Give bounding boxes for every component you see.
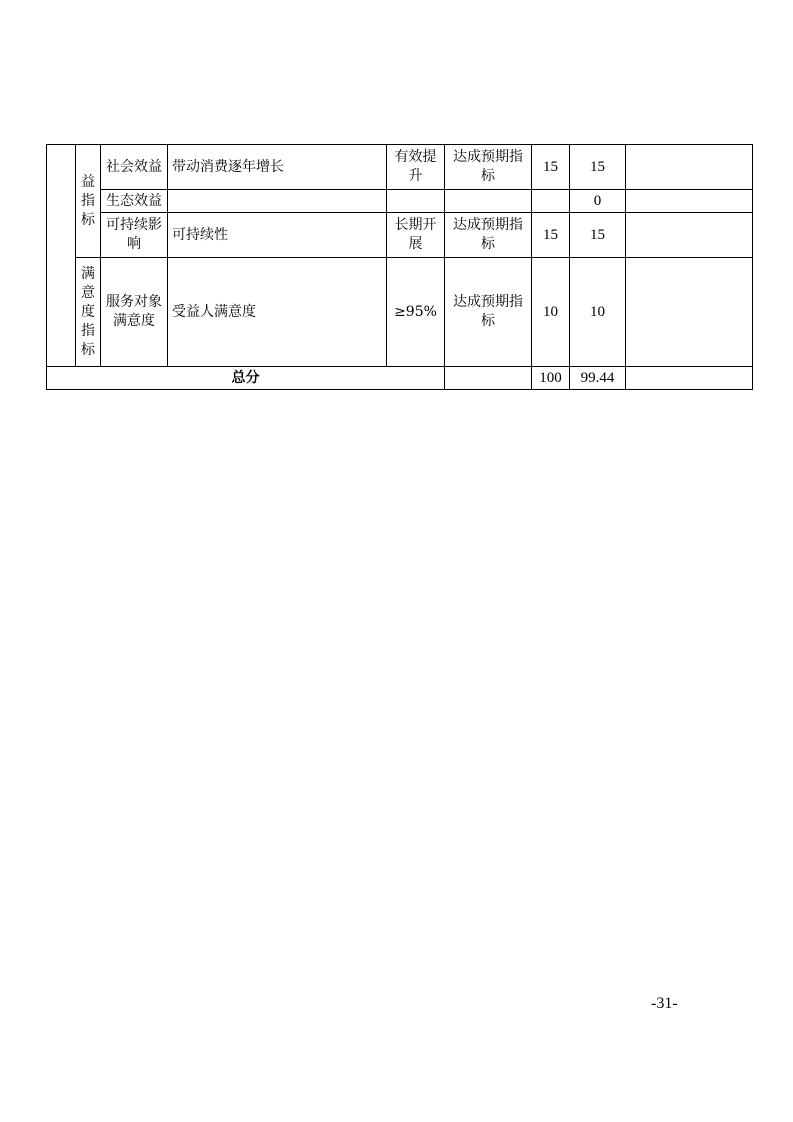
level3-cell: 可持续影 响 — [101, 213, 168, 258]
level2-text: 益 指 标 — [81, 173, 95, 228]
total-actual-cell — [445, 367, 532, 390]
level3-cell: 服务对象 满意度 — [101, 258, 168, 367]
score-cell: 0 — [570, 190, 626, 213]
actual-cell: 达成预期指 标 — [445, 258, 532, 367]
weight-cell: 15 — [532, 145, 570, 190]
weight-cell: 10 — [532, 258, 570, 367]
total-weight: 100 — [532, 367, 570, 390]
weight-cell: 15 — [532, 213, 570, 258]
table-row — [47, 258, 753, 367]
score-cell: 10 — [570, 258, 626, 367]
score-cell: 15 — [570, 213, 626, 258]
indicator-cell — [168, 190, 387, 213]
weight-cell — [532, 190, 570, 213]
actual-cell — [445, 190, 532, 213]
total-note-cell — [626, 367, 753, 390]
total-label: 总分 — [47, 367, 445, 390]
target-cell: 长期开 展 — [387, 213, 445, 258]
table-row — [47, 145, 753, 190]
table-row — [47, 213, 753, 258]
level2-cell — [76, 258, 101, 367]
note-cell — [626, 145, 753, 190]
target-cell — [387, 190, 445, 213]
target-cell: ≥95% — [387, 258, 445, 367]
total-score: 99.44 — [570, 367, 626, 390]
total-row — [47, 367, 753, 390]
note-cell — [626, 258, 753, 367]
actual-cell: 达成预期指 标 — [445, 213, 532, 258]
level2-cell — [76, 145, 101, 258]
score-cell: 15 — [570, 145, 626, 190]
page-number: -31- — [651, 995, 678, 1012]
level3-cell: 生态效益 — [101, 190, 168, 213]
table-row — [47, 190, 753, 213]
note-cell — [626, 190, 753, 213]
note-cell — [626, 213, 753, 258]
indicator-cell: 可持续性 — [168, 213, 387, 258]
target-cell: 有效提 升 — [387, 145, 445, 190]
performance-table — [46, 144, 753, 390]
level1-cell — [47, 145, 76, 367]
indicator-cell: 受益人满意度 — [168, 258, 387, 367]
level2-text: 满 意 度 指 标 — [81, 265, 95, 358]
level3-cell: 社会效益 — [101, 145, 168, 190]
indicator-cell: 带动消费逐年增长 — [168, 145, 387, 190]
actual-cell: 达成预期指 标 — [445, 145, 532, 190]
